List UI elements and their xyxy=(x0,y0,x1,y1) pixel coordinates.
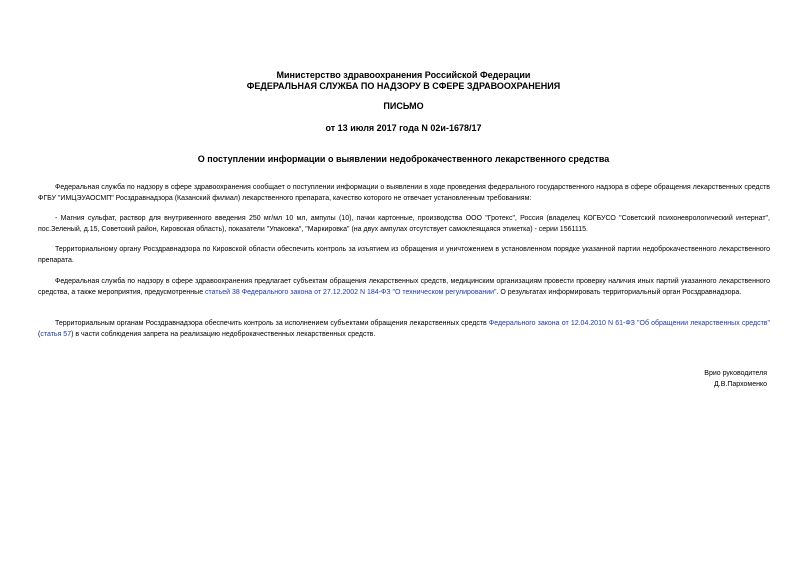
law-184-fz-link[interactable]: статьей 38 Федерального закона от 27.12.2002 N 184-ФЗ "О техническом регулировании" xyxy=(205,289,497,296)
paragraph-4-text-after: . О результатах информировать территориальный орган Росздравнадзора. xyxy=(496,289,742,296)
paragraph-5-text-before: Территориальным органам Росздравнадзора обеспечить контроль за исполнением субъектами обращения лекарственных средств xyxy=(55,320,489,327)
signatory-name: Д.В.Пархоменко xyxy=(714,381,767,388)
paragraph-4-text-before: Федеральная служба по надзору в сфере здравоохранения предлагает субъектам обращения лекарственных средств, медицинским организациям провести проверку наличия иных партий указанного лекарственного средства, а также мероприятия, предусмотренные xyxy=(38,278,770,296)
paragraph-3: Территориальному органу Росздравнадзора по Кировской области обеспечить контроль за изъятием из обращения и уничтожением в установленном порядке указанной партии недоброкачественного лекарственного препарата. xyxy=(38,246,770,264)
paragraph-5 xyxy=(38,318,770,340)
service-name: ФЕДЕРАЛЬНАЯ СЛУЖБА ПО НАДЗОРУ В СФЕРЕ ЗДРАВООХРАНЕНИЯ xyxy=(246,81,561,91)
article-57-link[interactable]: статья 57 xyxy=(40,331,72,338)
law-61-fz-link[interactable]: Федерального закона от 12.04.2010 N 61-ФЗ "Об обращении лекарственных средств" xyxy=(488,320,770,327)
paragraph-1: Федеральная служба по надзору в сфере здравоохранения сообщает о поступлении информации о выявлении в ходе проведения федерального государственного надзора в сфере обращения лекарственных средств ФГБУ "ИМЦЭУАОСМП" Росздравнадзора (Казанский филиал) лекарственного препарата, качество которого не отвечает установленным требованиям: xyxy=(38,184,770,202)
document-date-number: от 13 июля 2017 года N 02и-1678/17 xyxy=(325,123,482,133)
ministry-name: Министерство здравоохранения Российской Федерации xyxy=(276,70,531,80)
paragraph-5-text-after: ) в части соблюдения запрета на реализацию недоброкачественных лекарственных средств. xyxy=(71,331,376,338)
paragraph-4 xyxy=(38,276,770,298)
signatory-position: Врио руководителя xyxy=(704,370,767,377)
document-title: О поступлении информации о выявлении недоброкачественного лекарственного средства xyxy=(197,154,610,164)
document-type: ПИСЬМО xyxy=(383,101,424,111)
paragraph-5-text-mid: ( xyxy=(38,331,41,338)
paragraph-2: - Магния сульфат, раствор для внутривенного введения 250 мг/мл 10 мл, ампулы (10), пачки картонные, производства ООО "Гротекс", Россия (владелец КОГБУСО "Советский психоневрологический интернат", пос.Зеленый, д.15, Советский район, Кировская область), показатели "Упаковка", "Маркировка" (на двух ампулах отсутствует самоклеящаяся этикетка) - серии 1561115. xyxy=(38,215,770,233)
